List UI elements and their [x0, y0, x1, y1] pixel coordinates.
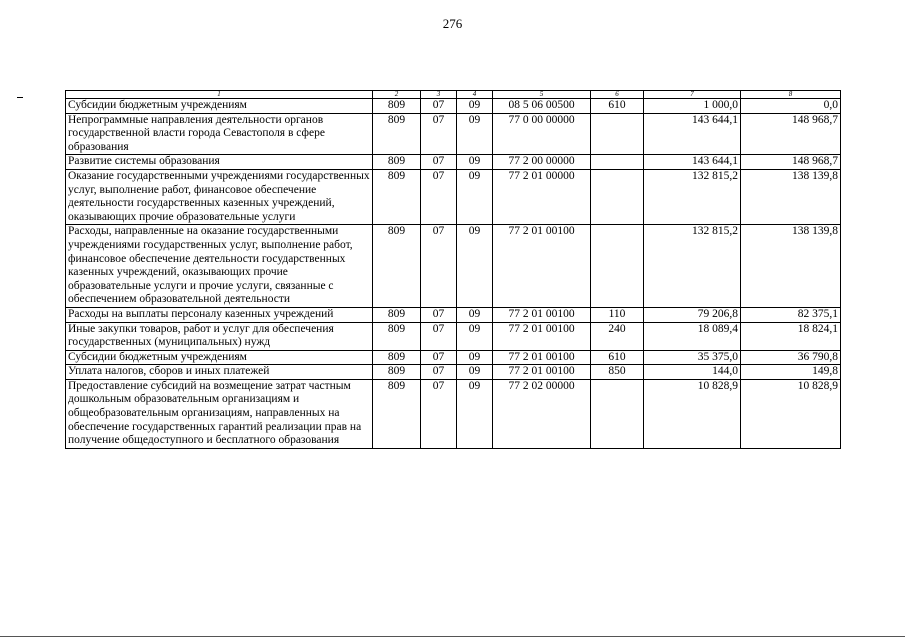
table-row: [66, 307, 841, 322]
row-name: Субсидии бюджетным учреждениям: [66, 350, 373, 365]
subsection-code: 09: [457, 113, 493, 155]
subsection-code: 09: [457, 99, 493, 114]
expense-type: [591, 225, 644, 308]
row-name: Оказание государственными учреждениями государственных услуг, выполнение работ, финансовое обеспечение деятельности государственных казенных учреждений, оказывающих прочие образовательные услуги: [66, 169, 373, 224]
subsection-code: 09: [457, 379, 493, 448]
expense-type: [591, 113, 644, 155]
section-code: 07: [421, 169, 457, 224]
ministry-code: 809: [373, 99, 421, 114]
section-code: 07: [421, 350, 457, 365]
expense-type: 110: [591, 307, 644, 322]
ministry-code: 809: [373, 113, 421, 155]
expense-type: [591, 379, 644, 448]
row-name: Предоставление субсидий на возмещение затрат частным дошкольным образовательным организациям и общеобразовательным организациям, направленных на обеспечение государственных гарантий реализации прав на получение общедоступного и бесплатного образования: [66, 379, 373, 448]
header-row: [66, 91, 841, 99]
amount-year-2: 148 968,7: [741, 155, 841, 170]
column-header: 1: [66, 91, 373, 99]
target-code: 77 2 00 00000: [493, 155, 591, 170]
section-code: 07: [421, 307, 457, 322]
budget-table: [65, 90, 841, 449]
table-row: [66, 169, 841, 224]
expense-type: 850: [591, 365, 644, 380]
target-code: 77 0 00 00000: [493, 113, 591, 155]
subsection-code: 09: [457, 350, 493, 365]
amount-year-1: 132 815,2: [644, 169, 741, 224]
section-code: 07: [421, 225, 457, 308]
ministry-code: 809: [373, 322, 421, 350]
expense-type: [591, 169, 644, 224]
column-header: 2: [373, 91, 421, 99]
amount-year-2: 36 790,8: [741, 350, 841, 365]
amount-year-1: 79 206,8: [644, 307, 741, 322]
amount-year-1: 1 000,0: [644, 99, 741, 114]
amount-year-1: 143 644,1: [644, 155, 741, 170]
row-name: Уплата налогов, сборов и иных платежей: [66, 365, 373, 380]
section-code: 07: [421, 379, 457, 448]
expense-type: 610: [591, 99, 644, 114]
table-row: [66, 322, 841, 350]
subsection-code: 09: [457, 225, 493, 308]
ministry-code: 809: [373, 379, 421, 448]
expense-type: 610: [591, 350, 644, 365]
subsection-code: 09: [457, 307, 493, 322]
subsection-code: 09: [457, 155, 493, 170]
ministry-code: 809: [373, 365, 421, 380]
column-header: 6: [591, 91, 644, 99]
expense-type: [591, 155, 644, 170]
target-code: 77 2 01 00100: [493, 365, 591, 380]
amount-year-1: 18 089,4: [644, 322, 741, 350]
row-name: Расходы на выплаты персоналу казенных учреждений: [66, 307, 373, 322]
amount-year-1: 143 644,1: [644, 113, 741, 155]
section-code: 07: [421, 365, 457, 380]
target-code: 77 2 02 00000: [493, 379, 591, 448]
table-row: [66, 365, 841, 380]
ministry-code: 809: [373, 307, 421, 322]
section-code: 07: [421, 113, 457, 155]
subsection-code: 09: [457, 365, 493, 380]
amount-year-1: 132 815,2: [644, 225, 741, 308]
target-code: 77 2 01 00100: [493, 350, 591, 365]
amount-year-1: 144,0: [644, 365, 741, 380]
table-row: [66, 225, 841, 308]
ministry-code: 809: [373, 350, 421, 365]
target-code: 77 2 01 00000: [493, 169, 591, 224]
ministry-code: 809: [373, 225, 421, 308]
row-name: Расходы, направленные на оказание государственными учреждениями государственных услуг, выполнение работ, финансовое обеспечение деятельности государственных казенных учреждений, оказывающих прочие образовательные услуги и прочие услуги, связанные с обеспечением образовательной деятельности: [66, 225, 373, 308]
row-name: Субсидии бюджетным учреждениям: [66, 99, 373, 114]
margin-mark: [17, 97, 23, 98]
ministry-code: 809: [373, 169, 421, 224]
target-code: 77 2 01 00100: [493, 322, 591, 350]
page-bottom-edge: [0, 636, 905, 637]
column-header: 3: [421, 91, 457, 99]
row-name: Иные закупки товаров, работ и услуг для обеспечения государственных (муниципальных) нужд: [66, 322, 373, 350]
amount-year-2: 10 828,9: [741, 379, 841, 448]
amount-year-1: 10 828,9: [644, 379, 741, 448]
amount-year-2: 82 375,1: [741, 307, 841, 322]
row-name: Непрограммные направления деятельности органов государственной власти города Севастополя в сфере образования: [66, 113, 373, 155]
target-code: 08 5 06 00500: [493, 99, 591, 114]
target-code: 77 2 01 00100: [493, 307, 591, 322]
table-row: [66, 113, 841, 155]
amount-year-2: 148 968,7: [741, 113, 841, 155]
row-name: Развитие системы образования: [66, 155, 373, 170]
subsection-code: 09: [457, 169, 493, 224]
amount-year-2: 149,8: [741, 365, 841, 380]
page-number: 276: [442, 16, 463, 31]
column-header: 4: [457, 91, 493, 99]
subsection-code: 09: [457, 322, 493, 350]
amount-year-2: 0,0: [741, 99, 841, 114]
amount-year-2: 138 139,8: [741, 225, 841, 308]
section-code: 07: [421, 99, 457, 114]
column-header: 8: [741, 91, 841, 99]
section-code: 07: [421, 155, 457, 170]
target-code: 77 2 01 00100: [493, 225, 591, 308]
table-row: [66, 350, 841, 365]
amount-year-1: 35 375,0: [644, 350, 741, 365]
section-code: 07: [421, 322, 457, 350]
table-row: [66, 155, 841, 170]
table-row: [66, 99, 841, 114]
expense-type: 240: [591, 322, 644, 350]
amount-year-2: 138 139,8: [741, 169, 841, 224]
column-header: 5: [493, 91, 591, 99]
column-header: 7: [644, 91, 741, 99]
amount-year-2: 18 824,1: [741, 322, 841, 350]
ministry-code: 809: [373, 155, 421, 170]
table-row: [66, 379, 841, 448]
